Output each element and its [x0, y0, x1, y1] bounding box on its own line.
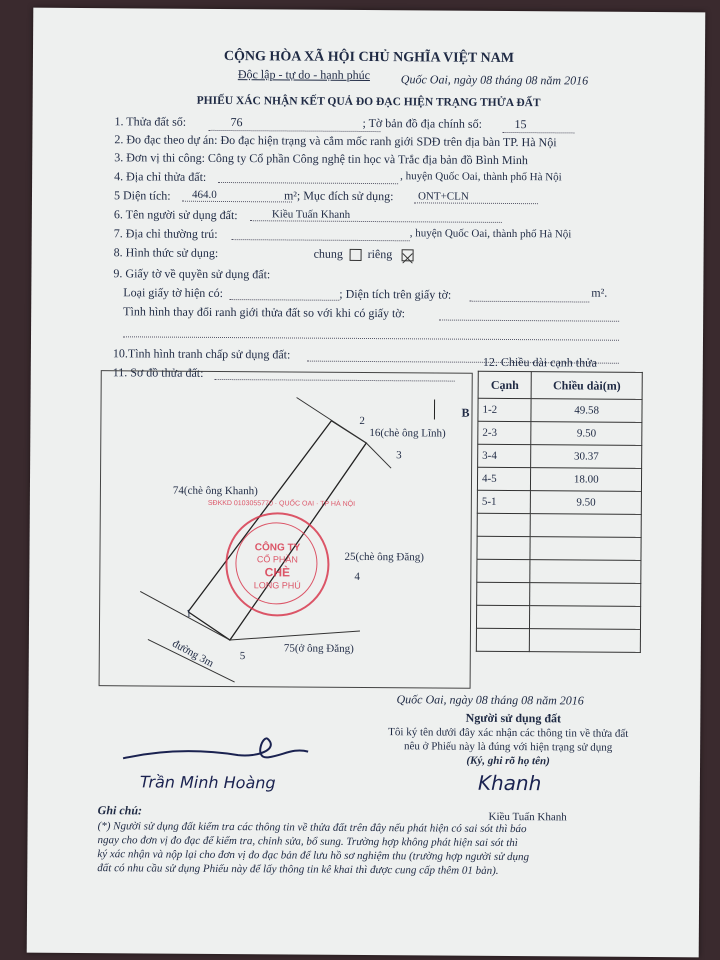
stamp-line-2: CỔ PHẦN [256, 554, 298, 565]
field-4-dots [218, 170, 398, 184]
owner-role: Người sử dụng đất [465, 710, 562, 726]
confirm-line-1: Tôi ký tên dưới đây xác nhận các thông tin về thửa đất [388, 726, 629, 740]
length-cell: 9.50 [531, 422, 642, 446]
field-1-map-label: ; Tờ bản đồ địa chính số: [362, 115, 483, 131]
field-7-value: , huyện Quốc Oai, thành phố Hà Nội [409, 227, 572, 241]
field-3: 3. Đơn vị thi công: Công ty Cổ phần Công nghệ tin học và Trắc địa bản đồ Bình Minh [114, 150, 528, 168]
note-line-4: đất có nhu cầu sử dụng Phiếu này để lấy thông tin kê khai thì được cung cấp thêm 01 bản). [97, 862, 499, 877]
stamp-line-1: CÔNG TY [254, 542, 301, 554]
parcel-diagram [99, 370, 473, 689]
usage-shared-label: chung [313, 246, 343, 261]
field-9-type-dots [229, 287, 339, 301]
document-title: PHIẾU XÁC NHẬN KẾT QUẢ ĐO ĐẠC HIỆN TRẠNG THỬA ĐẤT [196, 94, 541, 110]
field-1-map-value: 15 [502, 117, 574, 134]
field-9-change-label: Tình hình thay đổi ranh giới thửa đất so với khi có giấy tờ: [123, 304, 406, 321]
note-title: Ghi chú: [97, 803, 143, 818]
surveyor-signature: Trần Minh Hoàng [139, 772, 276, 793]
field-7-dots [232, 227, 410, 241]
stamp-line-3: CHÈ [264, 565, 291, 580]
table-row [477, 513, 641, 537]
table-row [478, 421, 642, 445]
point-2: 2 [359, 414, 365, 427]
edge-cell: 3-4 [478, 444, 532, 467]
length-cell: 18.00 [531, 468, 642, 492]
table-row [478, 444, 642, 468]
length-cell: 30.37 [531, 445, 642, 469]
boundary-right [366, 443, 391, 468]
field-8-label: 8. Hình thức sử dụng: [113, 245, 219, 260]
field-11: 11. Sơ đồ thửa đất: [112, 365, 204, 380]
field-4-label: 4. Địa chỉ thửa đất: [114, 169, 207, 184]
point-1: 1 [186, 607, 192, 620]
field-9-area-unit: m². [591, 285, 608, 300]
field-6-value: Kiều Tuấn Khanh [250, 208, 502, 223]
note-line-1: (*) Người sử dụng đất kiểm tra các thông tin về thửa đất trên đây nếu phát hiện có sai sót thì báo [97, 820, 527, 836]
field-10: 10.Tình hình tranh chấp sử dụng đất: [112, 346, 291, 362]
field-4-value: , huyện Quốc Oai, thành phố Hà Nội [400, 170, 562, 184]
edge-cell: 5-1 [477, 490, 531, 513]
field-5-unit: m²; Mục đích sử dụng: [283, 188, 394, 204]
field-6-label: 6. Tên người sử dụng đất: [113, 207, 238, 223]
neighbor-right: 25(chè ông Đăng) [344, 550, 424, 564]
length-cell: 9.50 [531, 491, 642, 515]
neighbor-top: 16(chè ông Lĩnh) [369, 427, 446, 440]
point-4: 4 [354, 570, 360, 583]
field-12: 12. Chiều dài cạnh thửa [482, 354, 598, 370]
header-edge: Cạnh [478, 371, 532, 398]
table-row [478, 398, 642, 422]
table-row [477, 559, 641, 583]
table-row [476, 628, 640, 652]
field-2: 2. Đo đạc theo dự án: Đo đạc hiện trạng và cắm mốc ranh giới SDĐ trên địa bàn TP. Hà Nội [114, 132, 557, 150]
header-place-date: Quốc Oai, ngày 08 tháng 08 năm 2016 [400, 72, 589, 88]
field-5-label: 5 Diện tích: [113, 188, 171, 203]
boundary-bottom [230, 630, 360, 641]
owner-signature: Khanh [477, 770, 542, 796]
confirm-line-2: nêu ở Phiếu này là đúng với hiện trạng sử dụng [403, 740, 613, 754]
sign-note: (Ký, ghi rõ họ tên) [466, 754, 550, 768]
field-5-value: 464.0 [182, 189, 292, 203]
road-label: đường 3m [170, 637, 216, 670]
table-row [477, 490, 641, 514]
field-7-label: 7. Địa chỉ thường trú: [113, 226, 218, 241]
field-1-value: 76 [208, 115, 380, 132]
stamp-ring: SĐKKD 0103055770 · QUỐC OAI · TP HÀ NỘI [207, 499, 356, 508]
length-cell: 49.58 [531, 399, 642, 423]
usage-private-label: riêng [367, 247, 393, 262]
field-9-area-label: ; Diện tích trên giấy tờ: [339, 286, 452, 302]
country-name: CỘNG HÒA XÃ HỘI CHỦ NGHĨA VIỆT NAM [223, 48, 515, 67]
point-5: 5 [239, 650, 246, 663]
edge-cell: 4-5 [477, 467, 531, 490]
north-label: B [461, 405, 470, 420]
check-x-icon [403, 253, 413, 263]
field-5-purpose: ONT+CLN [414, 190, 538, 204]
usage-private-checkbox[interactable] [402, 249, 414, 261]
table-header-row [478, 371, 642, 399]
table-row [477, 582, 641, 606]
field-1-label: 1. Thửa đất số: [114, 114, 187, 129]
field-9-type-label: Loại giấy tờ hiện có: [123, 285, 224, 300]
table-row [477, 467, 641, 491]
field-9-area-dots [469, 289, 589, 303]
field-9: 9. Giấy tờ về quyền sử dụng đất: [113, 266, 271, 282]
signer-name: Kiều Tuấn Khanh [488, 810, 567, 824]
company-stamp [207, 499, 356, 617]
header-length: Chiều dài(m) [531, 372, 642, 400]
field-9-change-dots-2 [123, 324, 619, 340]
boundary-top [296, 398, 366, 443]
neighbor-bottom: 75(ở ông Đăng) [283, 642, 354, 655]
footer-place-date: Quốc Oai, ngày 08 tháng 08 năm 2016 [396, 692, 584, 708]
usage-shared-checkbox[interactable] [350, 249, 362, 261]
field-9-change-dots-1 [439, 308, 619, 322]
edge-cell: 2-3 [478, 421, 532, 444]
point-3: 3 [396, 449, 402, 462]
stamp-line-4: LONG PHÚ [253, 580, 301, 591]
note-line-2: ngay cho đơn vị đo đạc để kiểm tra, chỉnh sửa, bổ sung. Trường hợp không phát hiện sai sót thì [97, 834, 518, 850]
survey-document [27, 8, 706, 958]
table-row [477, 536, 641, 560]
note-line-3: ký xác nhận và nộp lại cho đơn vị đo đạc bản để lưu hồ sơ nghiệm thu (trường hợp người sử dụng [97, 848, 530, 864]
edge-length-table [476, 371, 643, 653]
motto: Độc lập - tự do - hạnh phúc [237, 67, 371, 83]
neighbor-left: 74(chè ông Khanh) [172, 484, 258, 498]
table-row [476, 605, 640, 629]
edge-cell: 1-2 [478, 398, 532, 421]
